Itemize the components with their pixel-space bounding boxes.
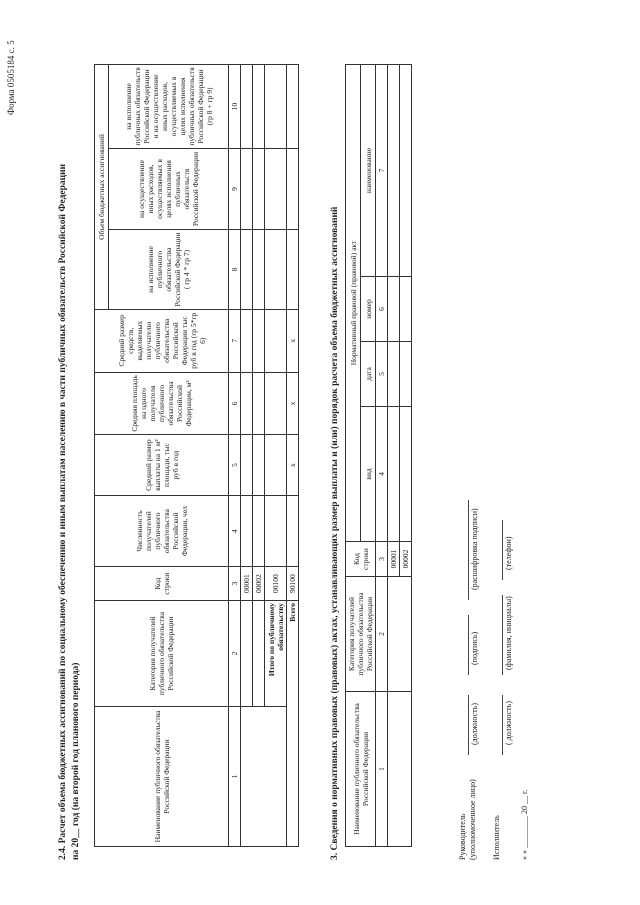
num-cell: 6 (229, 372, 241, 435)
num-cell: 5 (229, 435, 241, 496)
position2-line (502, 695, 503, 755)
position2-caption: ( должность) (504, 701, 513, 745)
subtotal-label: Итого по публичному обязательству (265, 601, 287, 707)
col-name-header: Наименование публичного обязательства Российской Федерации (95, 706, 229, 846)
table-row (241, 65, 253, 847)
num-cell: 3 (376, 542, 388, 577)
legal-acts-table (345, 64, 412, 847)
num-cell: 10 (229, 65, 241, 149)
position-caption: (должность) (470, 703, 479, 745)
head-label: Руководитель (458, 813, 467, 860)
signature-caption: (подпись) (470, 631, 479, 665)
col-count-header: Численность получателей публичного обязательства Российской Федерации, чел (95, 495, 229, 566)
col-other-header: на осуществление иных расходов, осуществляемых в целях исполнения публичных обязательств Российской Федерации (109, 148, 229, 229)
num-cell: 2 (229, 601, 241, 707)
phone-caption: (телефон) (504, 536, 513, 570)
signature-line (468, 615, 469, 675)
t2-kind-header: вид (361, 407, 376, 542)
num-cell: 5 (376, 342, 388, 407)
date-line: « » ________ 20 __ г. (520, 789, 529, 860)
row-code: 00001 (241, 567, 253, 601)
num-cell: 7 (376, 65, 388, 277)
head-sub-label: (уполномоченное лицо) (468, 779, 477, 860)
table-row (388, 65, 400, 847)
decode-caption: (расшифровка подписи) (470, 508, 479, 590)
num-cell: 7 (229, 309, 241, 372)
section-2-4-subtitle: на 20__ год (на второй год планового периода) (71, 662, 81, 860)
row-code: 00002 (400, 542, 412, 577)
column-numbers-row (229, 65, 241, 847)
executor-label: Исполнитель (492, 815, 501, 860)
col-avg-pay-header: Средний размер выплаты на 1 м² площади, тыс руб в год (95, 435, 229, 496)
section-3-title: 3. Сведения о нормативных правовых (правовых) актах, устанавливающих размер выплаты и (или) порядок расчета объема бюджетных ассигнований (330, 206, 340, 860)
cell-empty (241, 706, 287, 846)
cell-empty (241, 601, 253, 707)
num-cell: 8 (229, 230, 241, 310)
section-2-4-title: 2.4. Расчет объема бюджетных ассигнований по социальному обеспечению и иным выплатам населению в части публичных обязательств Российской Федерации (58, 163, 68, 860)
decode-line (468, 500, 469, 600)
t2-act-header: Нормативный правовой (правовой) акт (346, 65, 361, 542)
t2-code-header: Код строки (346, 542, 376, 577)
col-fulfill-header: на исполнение публичного обязательства Российской Федерации ( гр 4 * гр 7) (109, 230, 229, 310)
total-code: 90100 (287, 567, 299, 601)
col-total-header: на исполнение публичных обязательств Российской Федерации и на осуществление иных расходов, осуществляемых в целях исполнения публичных обязательств Российской Федерации (гр 8 + гр 9) (109, 65, 229, 149)
num-cell: 1 (229, 706, 241, 846)
num-cell: 6 (376, 277, 388, 342)
fio-line (502, 595, 503, 675)
fio-caption: (фамилия, инициалы) (504, 596, 513, 670)
total-row (287, 65, 299, 847)
row-code: 00001 (388, 542, 400, 577)
t2-number-header: номер (361, 277, 376, 342)
form-label: Форма 0505184 с. 5 (6, 40, 16, 115)
t2-date-header: дата (361, 342, 376, 407)
x-mark: x (287, 309, 299, 372)
volume-group-header: Объем бюджетных ассигнований (95, 65, 109, 310)
x-mark: x (287, 435, 299, 496)
phone-line (502, 520, 503, 580)
position-line (468, 695, 469, 755)
num-cell: 4 (229, 495, 241, 566)
t2-title-header: наименование (361, 65, 376, 277)
num-cell: 2 (376, 577, 388, 692)
col-avg-area-header: Средняя площадь на одного получателя публичного обязательства Российской Федерации, м² (95, 372, 229, 435)
row-code: 00002 (253, 567, 265, 601)
cell-empty (253, 601, 265, 707)
num-cell: 1 (376, 692, 388, 847)
t2-name-header: Наименование публичного обязательства Российской Федерации (346, 692, 376, 847)
col-category-header: Категория получателей публичного обязательства Российской Федерации (95, 601, 229, 707)
num-cell: 3 (229, 567, 241, 601)
total-label: Всего (287, 601, 299, 847)
subtotal-code: 00100 (265, 567, 287, 601)
num-cell: 9 (229, 148, 241, 229)
t2-category-header: Категория получателей публичного обязательства Российской Федерации (346, 577, 376, 692)
x-mark: x (287, 372, 299, 435)
t2-numbers-row (376, 65, 388, 847)
budget-calculation-table (94, 64, 299, 847)
num-cell: 4 (376, 407, 388, 542)
col-code-header: Код строки (95, 567, 229, 601)
col-avg-funds-header: Средний размер средств, выделяемых получателю публичного обязательства Российской Федерации тыс руб в год (гр 5*гр 6) (95, 309, 229, 372)
